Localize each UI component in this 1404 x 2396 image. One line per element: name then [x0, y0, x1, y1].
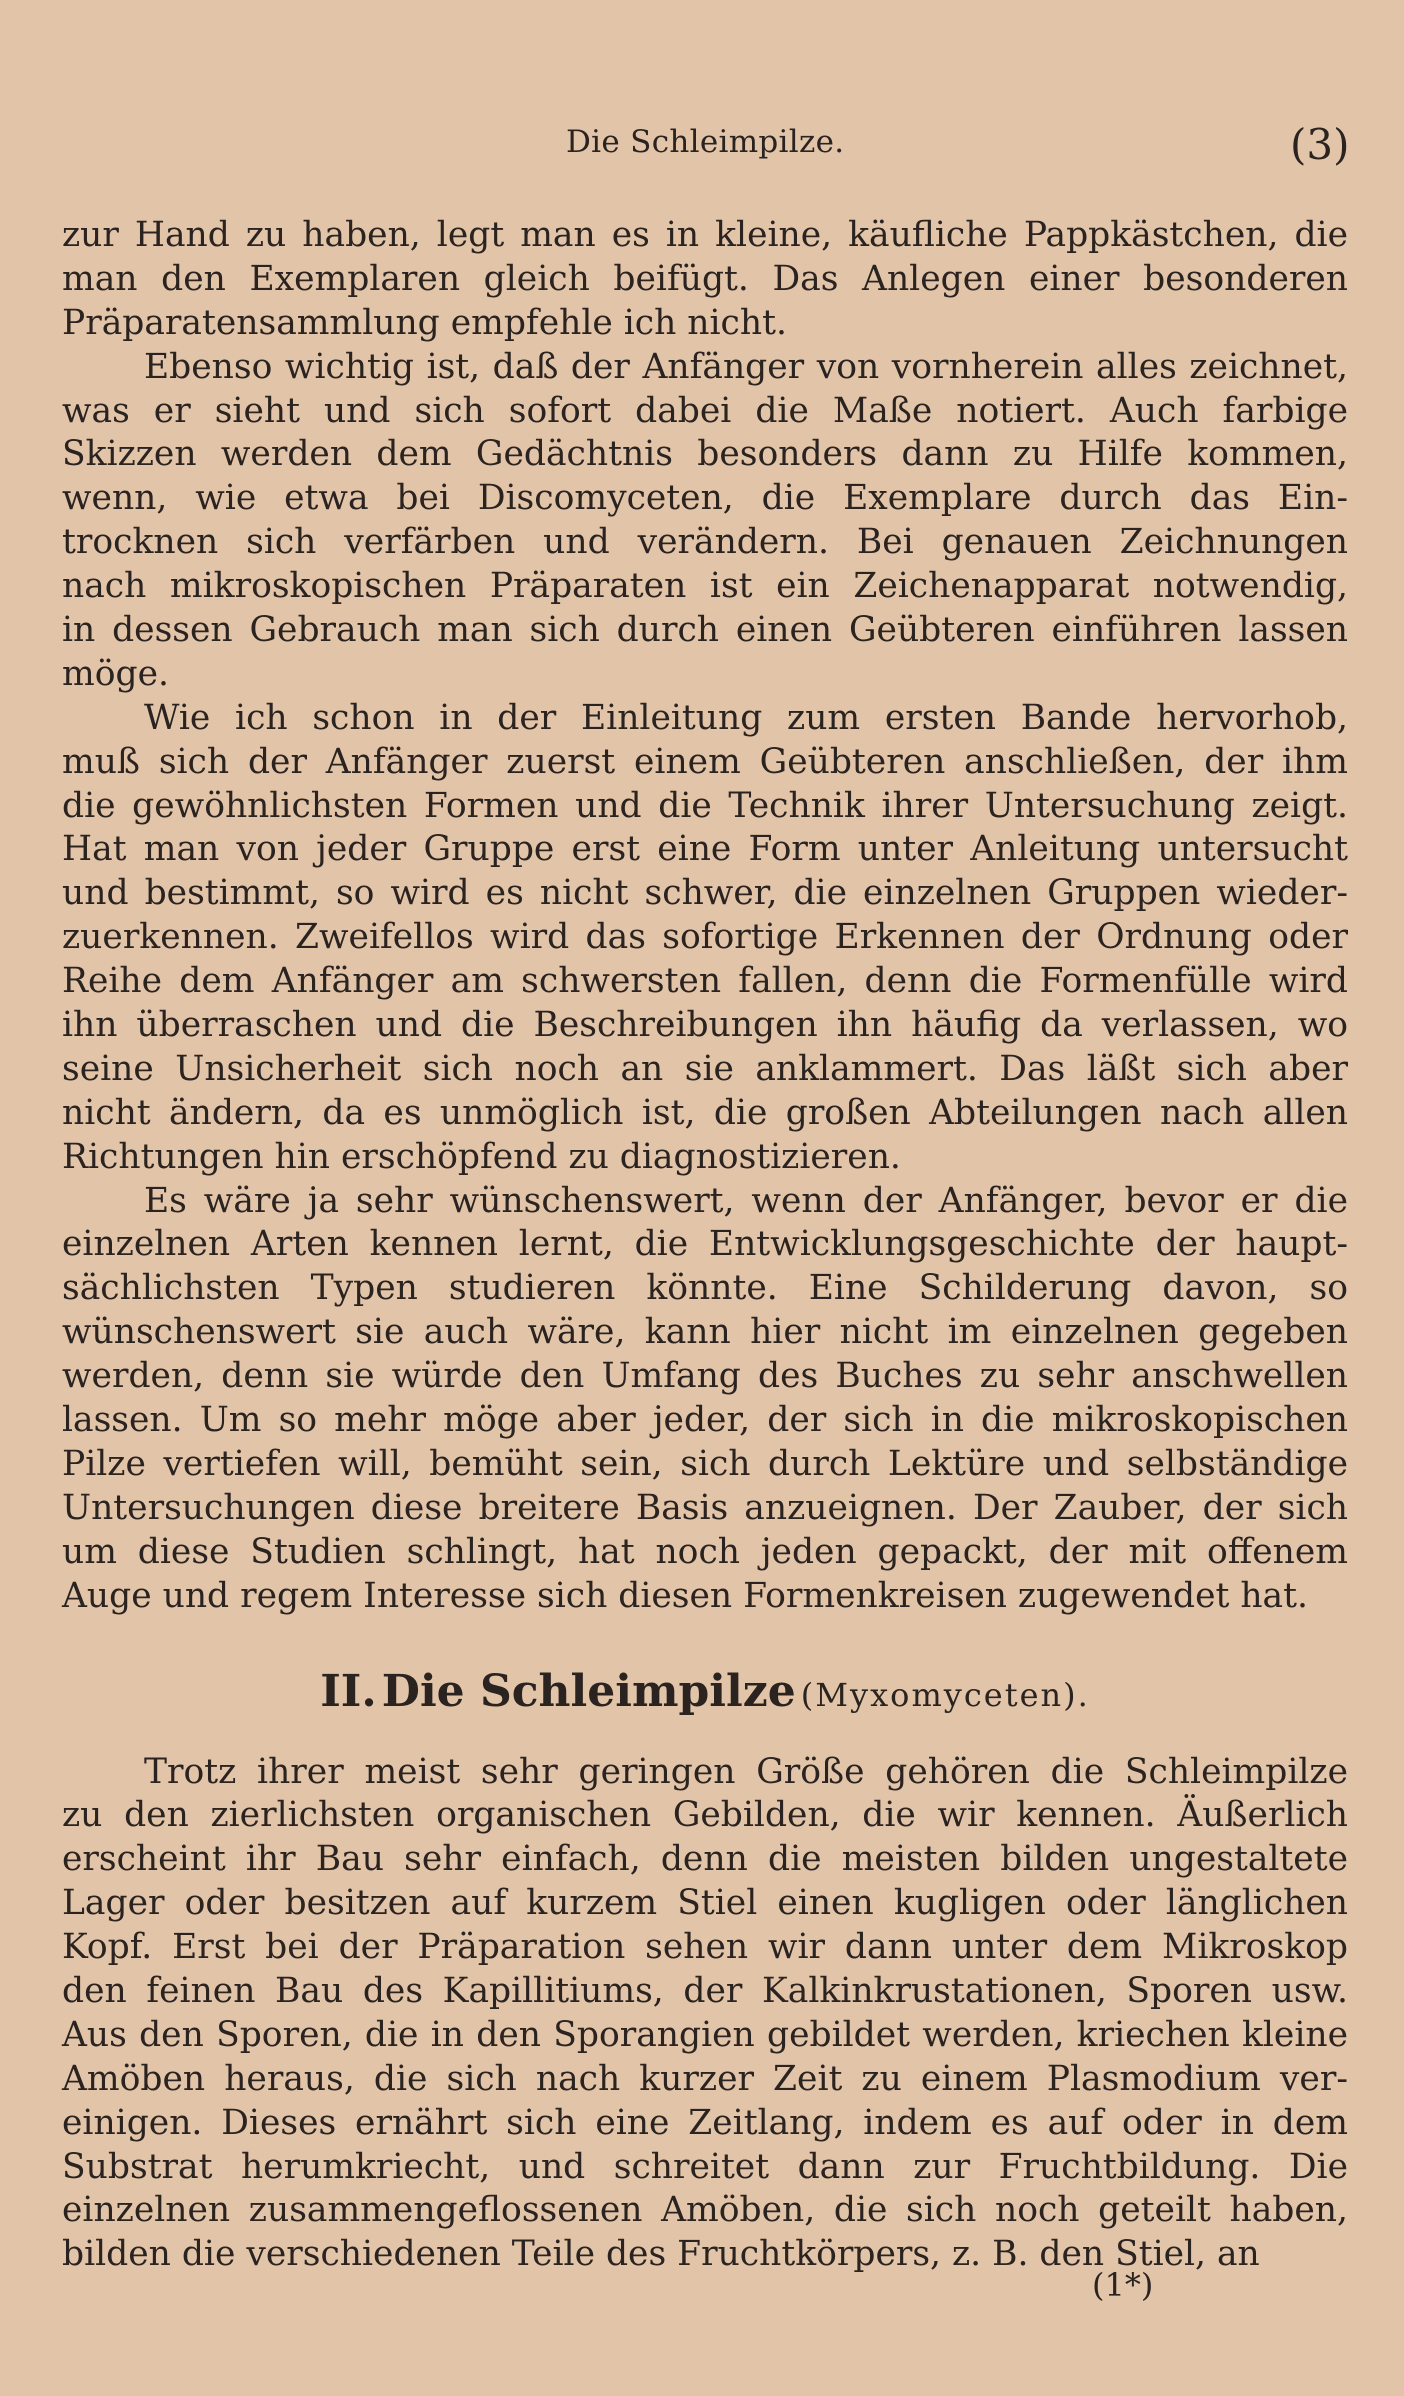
- body-text: [62, 214, 1348, 2277]
- text-line: zur Hand zu haben, legt man es in kleine, käufliche Pappkästchen, die: [62, 215, 1348, 255]
- text-line: Aus den Sporen, die in den Sporangien gebildet werden, kriechen kleine: [62, 2014, 1348, 2055]
- section-subtitle: (Myxomyceten).: [800, 1675, 1090, 1714]
- text-line: um diese Studien schlingt, hat noch jeden gepackt, der mit offenem: [62, 1531, 1348, 1572]
- text-line: Pilze vertiefen will, bemüht sein, sich durch Lektüre und selbständige: [62, 1443, 1348, 1484]
- text-line: möge.: [62, 653, 169, 694]
- section-number: II.: [320, 1665, 377, 1717]
- text-line: Skizzen werden dem Gedächtnis besonders dann zu Hilfe kommen,: [62, 434, 1348, 475]
- text-line: Untersuchungen diese breitere Basis anzueignen. Der Zauber, der sich: [62, 1487, 1348, 1528]
- text-line: trocknen sich verfärben und verändern. Bei genauen Zeichnungen: [62, 522, 1348, 563]
- text-line: man den Exemplaren gleich beifügt. Das Anlegen einer besonderen: [62, 258, 1348, 299]
- text-line: werden, denn sie würde den Umfang des Buches zu sehr anschwellen: [62, 1356, 1348, 1397]
- text-line: Trotz ihrer meist sehr geringen Größe gehören die Schleimpilze: [144, 1751, 1348, 1792]
- text-line: lassen. Um so mehr möge aber jeder, der sich in die mikroskopischen: [62, 1400, 1348, 1441]
- text-line: Substrat herumkriecht, und schreitet dann zur Fruchtbildung. Die: [62, 2146, 1348, 2187]
- text-line: erscheint ihr Bau sehr einfach, denn die meisten bilden ungestaltete: [62, 1839, 1348, 1880]
- text-line: Wie ich schon in der Einleitung zum ersten Bande hervorhob,: [144, 697, 1348, 738]
- text-line: die gewöhnlichsten Formen und die Technik ihrer Untersuchung zeigt.: [62, 785, 1348, 826]
- text-line: Reihe dem Anfänger am schwersten fallen, denn die Formenfülle wird: [62, 961, 1348, 1002]
- text-line: einigen. Dieses ernährt sich eine Zeitlang, indem es auf oder in dem: [62, 2102, 1348, 2143]
- running-title: Die Schleimpilze.: [566, 124, 845, 160]
- text-line: Kopf. Erst bei der Präparation sehen wir dann unter dem Mikroskop: [62, 1927, 1348, 1968]
- text-line: den feinen Bau des Kapillitiums, der Kalkinkrustationen, Sporen usw.: [62, 1970, 1348, 2011]
- text-line: Amöben heraus, die sich nach kurzer Zeit zu einem Plasmodium ver-: [62, 2058, 1348, 2099]
- running-head: [0, 120, 1404, 170]
- printer-signature: (1*): [1092, 2266, 1154, 2304]
- text-line: muß sich der Anfänger zuerst einem Geübteren anschließen, der ihm: [62, 741, 1348, 782]
- section-heading: [62, 1633, 1348, 1751]
- text-line: ihn überraschen und die Beschreibungen ihn häufig da verlassen, wo: [62, 1005, 1348, 1046]
- text-line: wünschenswert sie auch wäre, kann hier nicht im einzelnen gegeben: [62, 1312, 1348, 1353]
- text-line: einzelnen Arten kennen lernt, die Entwicklungsgeschichte der haupt-: [62, 1224, 1348, 1265]
- text-line: bilden die verschiedenen Teile des Fruchtkörpers, z. B. den Stiel, an: [62, 2234, 1260, 2275]
- page-number: (3): [1290, 120, 1350, 169]
- text-line: in dessen Gebrauch man sich durch einen Geübteren einführen lassen: [62, 610, 1348, 651]
- text-line: Hat man von jeder Gruppe erst eine Form unter Anleitung untersucht: [62, 829, 1348, 870]
- text-line: Richtungen hin erschöpfend zu diagnostizieren.: [62, 1136, 901, 1177]
- section-title: Die Schleimpilze: [381, 1665, 796, 1717]
- text-line: sächlichsten Typen studieren könnte. Eine Schilderung davon, so: [62, 1268, 1348, 1309]
- text-line: was er sieht und sich sofort dabei die Maße notiert. Auch farbige: [62, 390, 1348, 431]
- text-line: wenn, wie etwa bei Discomyceten, die Exemplare durch das Ein-: [62, 478, 1348, 519]
- text-line: Es wäre ja sehr wünschenswert, wenn der Anfänger, bevor er die: [144, 1180, 1348, 1221]
- text-line: Lager oder besitzen auf kurzem Stiel einen kugligen oder länglichen: [62, 1883, 1348, 1924]
- text-line: nicht ändern, da es unmöglich ist, die großen Abteilungen nach allen: [62, 1092, 1348, 1133]
- text-line: zu den zierlichsten organischen Gebilden, die wir kennen. Äußerlich: [62, 1795, 1348, 1836]
- text-line: Ebenso wichtig ist, daß der Anfänger von vornherein alles zeichnet,: [144, 346, 1348, 387]
- text-line: Auge und regem Interesse sich diesen Formenkreisen zugewendet hat.: [62, 1575, 1308, 1616]
- text-line: einzelnen zusammengeflossenen Amöben, die sich noch geteilt haben,: [62, 2190, 1348, 2231]
- text-line: nach mikroskopischen Präparaten ist ein Zeichenapparat notwendig,: [62, 566, 1348, 607]
- text-line: und bestimmt, so wird es nicht schwer, die einzelnen Gruppen wieder-: [62, 873, 1348, 914]
- text-line: seine Unsicherheit sich noch an sie anklammert. Das läßt sich aber: [62, 1048, 1348, 1089]
- text-line: Präparatensammlung empfehle ich nicht.: [62, 302, 787, 343]
- text-line: zuerkennen. Zweifellos wird das sofortige Erkennen der Ordnung oder: [62, 917, 1348, 958]
